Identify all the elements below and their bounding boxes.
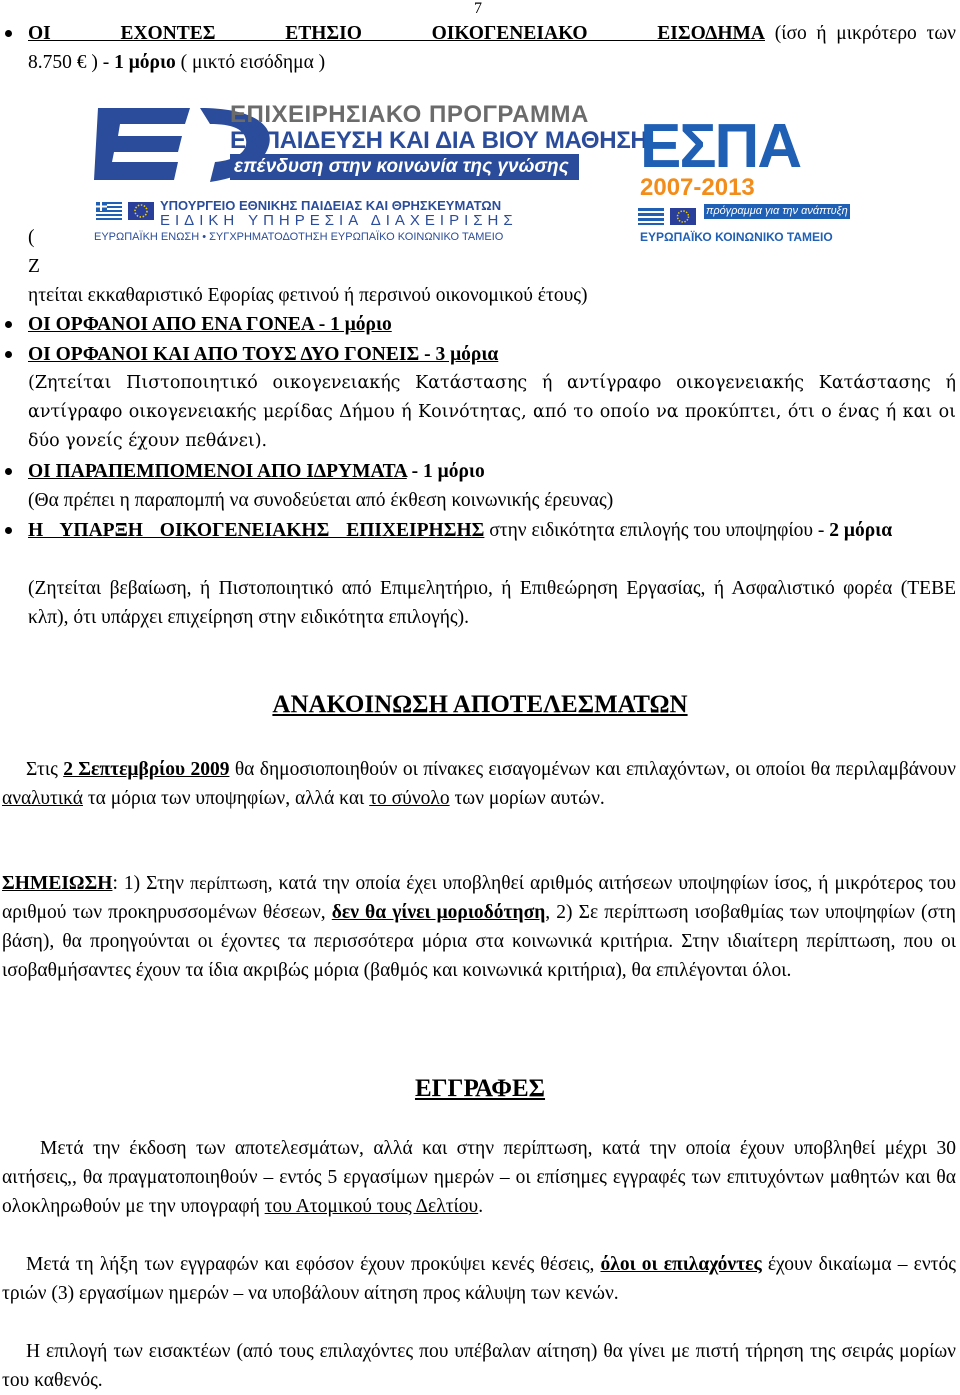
page-number: 7 — [474, 0, 482, 17]
note-paragraph — [2, 869, 956, 985]
orphan-note: (Ζητείται Πιστοποιητικό οικογενειακής Κατάστασης ή αντίγραφο οικογενειακής Κατάστασης ή αντίγραφο οικογενειακής μερίδας Δήμου ή Κοινότητας, από το οποίο να προκύπτει, ότι ο ένας ή και οι δύο γονείς έχουν πεθάνει). — [28, 373, 956, 451]
results-paragraph — [2, 755, 956, 813]
note-text-a: : 1) Στην — [112, 873, 191, 894]
income-bullet-tail: ( μικτό εισόδημα ) — [175, 52, 326, 73]
epeaek-logo-shape — [94, 108, 190, 180]
espa-years: 2007-2013 — [640, 174, 755, 201]
income-bullet-title: ΟΙ ΕΧΟΝΤΕΣ ΕΤΗΣΙΟ ΟΙΚΟΓΕΝΕΙΑΚΟ ΕΙΣΟΔΗΜΑ — [28, 23, 765, 44]
greek-flag-icon — [96, 202, 122, 220]
banner-line1: ΕΠΙΧΕΙΡΗΣΙΑΚΟ ΠΡΟΓΡΑΜΜΑ — [230, 101, 589, 128]
paren-fragment: ( — [28, 227, 35, 248]
results-date: 2 Σεπτεμβρίου 2009 — [63, 759, 230, 780]
enroll-heading: ΕΓΓΡΑΦΕΣ — [414, 1075, 546, 1102]
enroll-paragraph-2 — [2, 1250, 956, 1308]
income-points: 1 μόριο — [114, 52, 176, 73]
espa-fund: ΕΥΡΩΠΑΪΚΟ ΚΟΙΝΩΝΙΚΟ ΤΑΜΕΙΟ — [640, 230, 833, 244]
enroll-paragraph-3: Η επιλογή των εισακτέων (από τους επιλαχόντες που υπέβαλαν αίτηση) θα γίνει με πιστή τήρηση της σειράς μορίων του καθενός. — [2, 1341, 956, 1391]
banner-ministry: ΥΠΟΥΡΓΕΙΟ ΕΘΝΙΚΗΣ ΠΑΙΔΕΙΑΣ ΚΑΙ ΘΡΗΣΚΕΥΜΑΤΩΝ — [160, 198, 502, 213]
results-heading: ΑΝΑΚΟΙΝΩΣΗ ΑΠΟΤΕΛΕΣΜΑΤΩΝ — [272, 691, 688, 718]
enroll-runners-up: όλοι οι επιλαχόντες — [600, 1254, 762, 1275]
enroll-text-2c: έχουν δικαίωμα – εντός τριών (3) εργασίμων ημερών – να υποβάλουν αίτηση προς κάλυψη των κενών. — [2, 1254, 956, 1304]
espa-title: ΕΣΠΑ — [640, 112, 801, 181]
enroll-personal-record: του Ατομικού τους Δελτίου — [264, 1196, 479, 1217]
orphan-one-text: ΟΙ ΟΡΦΑΝΟΙ ΑΠΟ ΕΝΑ ΓΟΝΕΑ - 1 μόριο — [28, 314, 392, 335]
banner-service: ΕΙΔΙΚΗ ΥΠΗΡΕΣΙΑ ΔΙΑΧΕΙΡΙΣΗΣ — [160, 212, 518, 229]
enroll-text-2a: Μετά τη λήξη των εγγραφών και εφόσον έχουν προκύψει κενές θέσεις, — [26, 1254, 601, 1275]
note-label: ΣΗΜΕΙΩΣΗ — [2, 873, 113, 894]
results-detailed: αναλυτικά — [2, 788, 83, 809]
tax-statement-note: ητείται εκκαθαριστικό Εφορίας φετινού ή περσινού οικονομικού έτους) — [28, 285, 588, 306]
enroll-paragraph-1 — [2, 1134, 956, 1221]
referred-bullet — [2, 457, 956, 486]
business-text: Η ΥΠΑΡΞΗ ΟΙΚΟΓΕΝΕΙΑΚΗΣ ΕΠΙΧΕΙΡΗΣΗΣ — [28, 520, 485, 541]
note-small: περίπτωση — [190, 873, 268, 893]
business-bullet — [2, 516, 956, 545]
enroll-text-1-end: . — [478, 1196, 484, 1217]
results-text-a: Στις — [26, 759, 64, 780]
business-points: 2 μόρια — [829, 520, 893, 541]
orphan-one-bullet — [2, 310, 956, 339]
banner-line2: ΕΚΠΑΙΔΕΥΣΗ ΚΑΙ ΔΙΑ ΒΙΟΥ ΜΑΘΗΣΗ — [230, 127, 648, 154]
referred-note: (Θα πρέπει η παραπομπή να συνοδεύεται από έκθεση κοινωνικής έρευνας) — [28, 490, 614, 511]
results-text-c: τα μόρια των υποψηφίων, αλλά και — [82, 788, 370, 809]
note-no-scoring: δεν θα γίνει μοριοδότηση — [331, 902, 546, 923]
espa-tagline: πρόγραμμα για την ανάπτυξη — [706, 205, 848, 217]
z-fragment: Ζ — [28, 256, 40, 277]
note-text-b: , κατά την οποία έχει υποβληθεί αριθμός αιτήσεων υποψηφίων ίσος, ή μικρότερος του αριθμού των προκηρυσσομένων θέσεων, — [2, 873, 957, 923]
results-text-d: των μορίων αυτών. — [449, 788, 605, 809]
referred-points: - 1 μόριο — [406, 461, 485, 482]
enroll-text-1: Μετά την έκδοση των αποτελεσμάτων, αλλά και στην περίπτωση, κατά την οποία έχουν υποβληθεί μέχρι 30 αιτήσεις,, θα πραγματοποιηθούν – εντός 5 εργασίμων ημερών – οι επίσημες εγγραφές των επιτυχόντων μαθητών και θα ολοκληρωθούν με την υπογραφή — [2, 1138, 956, 1217]
income-bullet-text: (ίσο ή μικρότερο των 8.750 € ) - — [28, 23, 956, 73]
banner-line3: επένδυση στην κοινωνία της γνώσης — [230, 154, 579, 180]
results-text-b: θα δημοσιοποιηθούν οι πίνακες εισαγομένων και επιλαχόντων, οι οποίοι θα περιλαμβάνουν — [229, 759, 957, 780]
note-text-c: , 2) Σε περίπτωση ισοβαθμίας των υποψηφίων (στη βάση), θα προηγούνται οι έχοντες τα περισσότερα μόρια στα κοινωνικά κριτήρια. Στην ιδιαίτερη περίπτωση, που οι ισοβαθμήσαντες έχουν τα ίδια ακριβώς μόρια (βαθμός και κοινωνικά κριτήρια), θα επιλέγονται όλοι. — [2, 902, 957, 981]
business-rest: στην ειδικότητα επιλογής του υποψηφίου - — [484, 520, 830, 541]
banner-eu-line: ΕΥΡΩΠΑΪΚΗ ΕΝΩΣΗ • ΣΥΓΧΡΗΜΑΤΟΔΟΤΗΣΗ ΕΥΡΩΠΑΪΚΟ ΚΟΙΝΩΝΙΚΟ ΤΑΜΕΙΟ — [94, 231, 504, 243]
business-note: (Ζητείται βεβαίωση, ή Πιστοποιητικό από Επιμελητήριο, ή Επιθεώρηση Εργασίας, ή Ασφαλιστικό φορέα (ΤΕΒΕ κλπ), ότι υπάρχει επιχείρηση στην ειδικότητα επιλογής). — [28, 578, 956, 628]
eu-flag-icon — [128, 202, 154, 220]
orphan-both-text: ΟΙ ΟΡΦΑΝΟΙ ΚΑΙ ΑΠΟ ΤΟΥΣ ΔΥΟ ΓΟΝΕΙΣ - 3 μόρια — [28, 344, 499, 365]
income-bullet — [2, 19, 956, 77]
results-total: το σύνολο — [369, 788, 450, 809]
referred-text: ΟΙ ΠΑΡΑΠΕΜΠΟΜΕΝΟΙ ΑΠΟ ΙΔΡΥΜΑΤΑ — [28, 461, 407, 482]
orphan-both-bullet — [2, 340, 956, 369]
